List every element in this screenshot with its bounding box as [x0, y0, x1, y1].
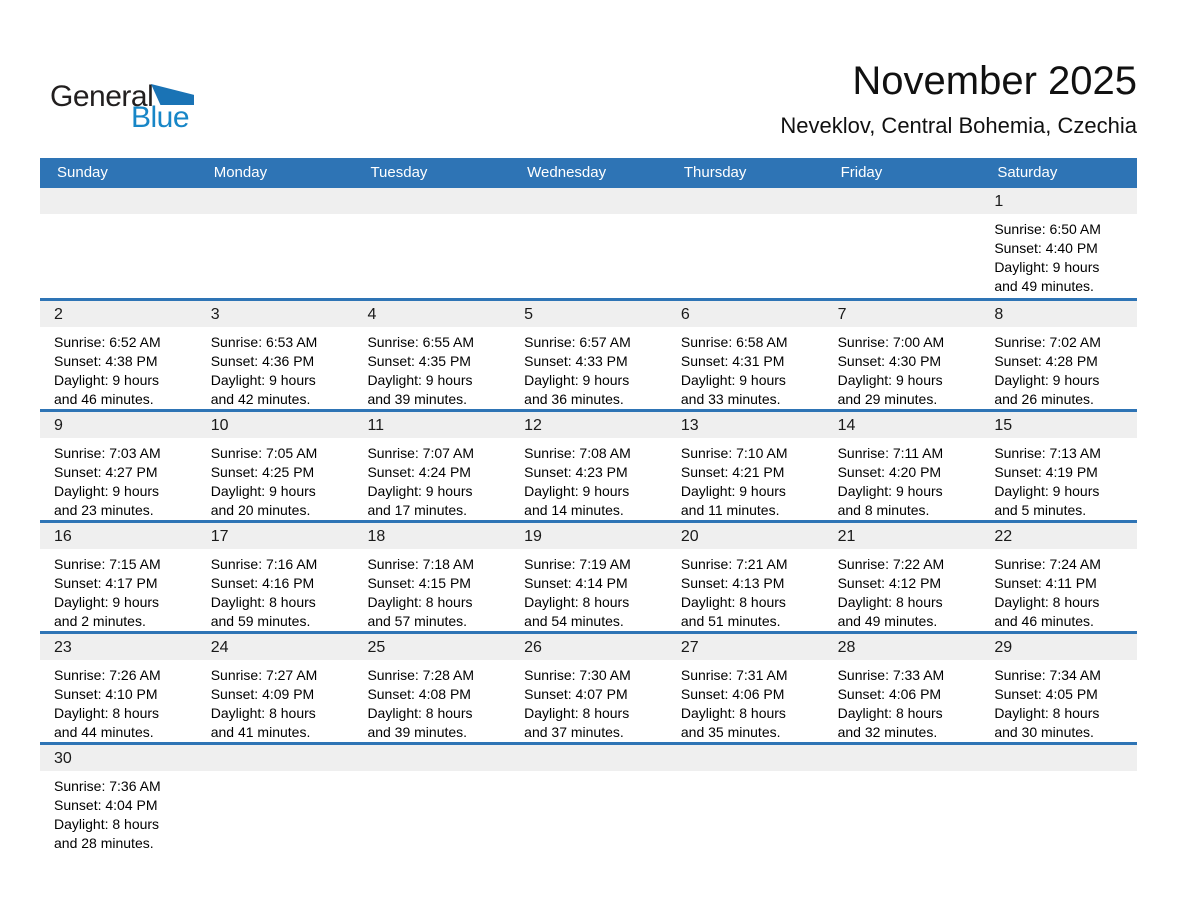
day-cell-empty	[197, 188, 354, 298]
day-number: 14	[824, 412, 981, 438]
day-cell-17	[197, 523, 354, 631]
day-daylight-line2: and 14 minutes.	[524, 502, 624, 518]
day-number: 21	[824, 523, 981, 549]
day-number: 2	[40, 301, 197, 327]
day-sunset: Sunset: 4:11 PM	[994, 575, 1097, 591]
day-details	[980, 327, 1137, 409]
day-daylight-line2: and 11 minutes.	[680, 502, 780, 518]
day-daylight-line1: Daylight: 9 hours	[994, 372, 1100, 388]
day-cell-empty	[510, 745, 667, 853]
day-sunrise: Sunrise: 7:11 AM	[837, 445, 944, 461]
day-details	[40, 438, 197, 520]
day-details	[824, 771, 981, 777]
day-daylight-line2: and 39 minutes.	[367, 724, 468, 740]
week-row	[40, 520, 1137, 631]
day-sunrise: Sunrise: 7:13 AM	[994, 445, 1101, 461]
day-sunset: Sunset: 4:13 PM	[680, 575, 785, 591]
day-cell-9	[40, 412, 197, 520]
day-daylight-line2: and 49 minutes.	[994, 278, 1094, 294]
day-sunrise: Sunrise: 6:55 AM	[367, 334, 475, 350]
day-sunset: Sunset: 4:06 PM	[837, 686, 942, 702]
day-details	[353, 660, 510, 742]
day-number	[40, 188, 197, 214]
day-cell-empty	[667, 745, 824, 853]
day-number: 26	[510, 634, 667, 660]
day-sunset: Sunset: 4:24 PM	[367, 464, 471, 480]
day-number: 24	[197, 634, 354, 660]
day-details	[824, 549, 981, 631]
day-details	[667, 771, 824, 777]
day-details	[353, 214, 510, 220]
day-daylight-line1: Daylight: 9 hours	[367, 483, 473, 499]
day-sunrise: Sunrise: 6:58 AM	[680, 334, 788, 350]
calendar-table	[40, 158, 1137, 853]
day-sunset: Sunset: 4:16 PM	[210, 575, 315, 591]
day-sunrise: Sunrise: 7:07 AM	[367, 445, 475, 461]
day-details	[980, 660, 1137, 742]
day-details	[40, 660, 197, 742]
day-cell-28	[824, 634, 981, 742]
day-daylight-line2: and 26 minutes.	[994, 391, 1094, 407]
day-details	[510, 660, 667, 742]
weekday-header-friday: Friday	[840, 164, 883, 181]
day-sunrise: Sunrise: 7:28 AM	[367, 667, 475, 683]
day-number: 22	[980, 523, 1137, 549]
day-cell-10	[197, 412, 354, 520]
logo-text-general: General	[50, 80, 154, 113]
day-details	[824, 214, 981, 220]
day-sunset: Sunset: 4:28 PM	[994, 353, 1098, 369]
day-cell-27	[667, 634, 824, 742]
day-details	[40, 214, 197, 220]
day-number	[510, 745, 667, 771]
day-daylight-line2: and 36 minutes.	[524, 391, 624, 407]
day-cell-18	[353, 523, 510, 631]
header-titles	[780, 58, 1137, 139]
day-daylight-line2: and 51 minutes.	[680, 613, 781, 629]
day-cell-empty	[980, 745, 1137, 853]
day-details	[980, 438, 1137, 520]
day-number: 17	[197, 523, 354, 549]
day-cell-empty	[353, 745, 510, 853]
day-number: 4	[353, 301, 510, 327]
day-sunset: Sunset: 4:27 PM	[54, 464, 158, 480]
day-number	[824, 188, 981, 214]
week-row	[40, 298, 1137, 409]
day-daylight-line2: and 17 minutes.	[367, 502, 468, 518]
day-details	[197, 660, 354, 742]
day-details	[353, 549, 510, 631]
day-sunset: Sunset: 4:23 PM	[524, 464, 628, 480]
page-title: November 2025	[852, 59, 1137, 103]
day-cell-15	[980, 412, 1137, 520]
day-sunrise: Sunrise: 7:26 AM	[54, 667, 161, 683]
day-number	[980, 745, 1137, 771]
day-cell-19	[510, 523, 667, 631]
day-daylight-line1: Daylight: 9 hours	[524, 372, 630, 388]
day-number: 10	[197, 412, 354, 438]
day-number	[667, 745, 824, 771]
day-sunrise: Sunrise: 7:18 AM	[367, 556, 475, 572]
day-daylight-line1: Daylight: 8 hours	[680, 594, 786, 610]
day-daylight-line1: Daylight: 8 hours	[837, 705, 943, 721]
day-details	[510, 549, 667, 631]
day-sunrise: Sunrise: 7:02 AM	[994, 334, 1101, 350]
day-number: 25	[353, 634, 510, 660]
weekday-header-sunday: Sunday	[57, 164, 108, 181]
day-cell-12	[510, 412, 667, 520]
day-details	[197, 771, 354, 777]
day-sunset: Sunset: 4:35 PM	[367, 353, 471, 369]
day-sunset: Sunset: 4:36 PM	[210, 353, 315, 369]
day-daylight-line1: Daylight: 9 hours	[994, 259, 1100, 275]
day-number: 3	[197, 301, 354, 327]
day-daylight-line2: and 46 minutes.	[54, 391, 154, 407]
weekday-header-row	[40, 158, 1137, 188]
day-sunset: Sunset: 4:14 PM	[524, 575, 628, 591]
day-sunrise: Sunrise: 7:27 AM	[210, 667, 318, 683]
day-daylight-line1: Daylight: 8 hours	[994, 594, 1100, 610]
day-cell-8	[980, 301, 1137, 409]
day-sunrise: Sunrise: 7:16 AM	[210, 556, 318, 572]
day-cell-30	[40, 745, 197, 853]
day-sunset: Sunset: 4:04 PM	[54, 797, 158, 813]
day-daylight-line2: and 32 minutes.	[837, 724, 938, 740]
day-number: 27	[667, 634, 824, 660]
day-number: 30	[40, 745, 197, 771]
day-sunset: Sunset: 4:15 PM	[367, 575, 471, 591]
day-cell-7	[824, 301, 981, 409]
day-cell-4	[353, 301, 510, 409]
day-cell-16	[40, 523, 197, 631]
day-sunset: Sunset: 4:30 PM	[837, 353, 942, 369]
day-number: 20	[667, 523, 824, 549]
day-number: 16	[40, 523, 197, 549]
day-daylight-line1: Daylight: 9 hours	[54, 372, 160, 388]
day-sunrise: Sunrise: 7:00 AM	[837, 334, 945, 350]
day-daylight-line2: and 5 minutes.	[994, 502, 1087, 518]
day-number: 5	[510, 301, 667, 327]
weekday-header-saturday: Saturday	[997, 164, 1058, 181]
day-sunrise: Sunrise: 7:24 AM	[994, 556, 1101, 572]
day-sunrise: Sunrise: 7:19 AM	[524, 556, 631, 572]
day-details	[40, 327, 197, 409]
day-daylight-line1: Daylight: 9 hours	[210, 372, 316, 388]
day-cell-1	[980, 188, 1137, 298]
day-sunset: Sunset: 4:08 PM	[367, 686, 471, 702]
day-cell-20	[667, 523, 824, 631]
day-details	[980, 214, 1137, 296]
day-sunset: Sunset: 4:06 PM	[680, 686, 785, 702]
day-daylight-line2: and 46 minutes.	[994, 613, 1094, 629]
day-daylight-line1: Daylight: 9 hours	[54, 594, 160, 610]
day-number	[353, 188, 510, 214]
day-number: 29	[980, 634, 1137, 660]
day-number	[510, 188, 667, 214]
day-cell-empty	[824, 745, 981, 853]
day-number	[353, 745, 510, 771]
day-details	[667, 327, 824, 409]
day-cell-6	[667, 301, 824, 409]
day-details	[667, 660, 824, 742]
day-daylight-line1: Daylight: 9 hours	[680, 372, 786, 388]
day-sunrise: Sunrise: 7:36 AM	[54, 778, 161, 794]
day-daylight-line1: Daylight: 8 hours	[524, 594, 630, 610]
day-number: 1	[980, 188, 1137, 214]
day-sunset: Sunset: 4:10 PM	[54, 686, 158, 702]
day-sunset: Sunset: 4:38 PM	[54, 353, 158, 369]
day-daylight-line2: and 39 minutes.	[367, 391, 468, 407]
day-daylight-line1: Daylight: 8 hours	[680, 705, 786, 721]
day-daylight-line1: Daylight: 9 hours	[994, 483, 1100, 499]
day-daylight-line1: Daylight: 9 hours	[837, 483, 943, 499]
day-daylight-line1: Daylight: 9 hours	[680, 483, 786, 499]
day-sunrise: Sunrise: 7:10 AM	[680, 445, 788, 461]
day-number: 23	[40, 634, 197, 660]
day-sunrise: Sunrise: 6:53 AM	[210, 334, 318, 350]
logo-text-blue: Blue	[131, 101, 190, 134]
day-number	[197, 745, 354, 771]
weekday-header-tuesday: Tuesday	[370, 164, 428, 181]
week-row	[40, 631, 1137, 742]
day-sunset: Sunset: 4:05 PM	[994, 686, 1098, 702]
day-number: 11	[353, 412, 510, 438]
day-cell-empty	[197, 745, 354, 853]
day-details	[824, 327, 981, 409]
day-daylight-line1: Daylight: 8 hours	[210, 705, 316, 721]
day-daylight-line1: Daylight: 9 hours	[210, 483, 316, 499]
day-sunrise: Sunrise: 7:22 AM	[837, 556, 945, 572]
day-number: 9	[40, 412, 197, 438]
day-daylight-line2: and 29 minutes.	[837, 391, 938, 407]
week-row	[40, 742, 1137, 853]
day-sunset: Sunset: 4:19 PM	[994, 464, 1098, 480]
day-sunset: Sunset: 4:21 PM	[680, 464, 785, 480]
day-number	[197, 188, 354, 214]
day-sunrise: Sunrise: 7:08 AM	[524, 445, 631, 461]
day-details	[667, 214, 824, 220]
day-cell-24	[197, 634, 354, 742]
day-number: 8	[980, 301, 1137, 327]
day-daylight-line1: Daylight: 8 hours	[210, 594, 316, 610]
day-number: 28	[824, 634, 981, 660]
general-blue-logo	[50, 82, 210, 134]
day-sunrise: Sunrise: 6:57 AM	[524, 334, 631, 350]
day-details	[40, 771, 197, 853]
day-daylight-line1: Daylight: 8 hours	[994, 705, 1100, 721]
day-sunset: Sunset: 4:07 PM	[524, 686, 628, 702]
day-cell-empty	[667, 188, 824, 298]
day-details	[197, 327, 354, 409]
day-daylight-line2: and 49 minutes.	[837, 613, 938, 629]
day-cell-5	[510, 301, 667, 409]
day-daylight-line1: Daylight: 8 hours	[524, 705, 630, 721]
day-cell-empty	[353, 188, 510, 298]
day-cell-empty	[40, 188, 197, 298]
day-cell-empty	[824, 188, 981, 298]
day-sunrise: Sunrise: 7:31 AM	[680, 667, 788, 683]
day-number: 12	[510, 412, 667, 438]
day-number: 7	[824, 301, 981, 327]
day-number: 15	[980, 412, 1137, 438]
day-daylight-line1: Daylight: 9 hours	[524, 483, 630, 499]
day-cell-25	[353, 634, 510, 742]
weekday-header-wednesday: Wednesday	[527, 164, 607, 181]
day-daylight-line2: and 37 minutes.	[524, 724, 624, 740]
day-sunrise: Sunrise: 7:05 AM	[210, 445, 318, 461]
location-subtitle: Neveklov, Central Bohemia, Czechia	[780, 113, 1137, 138]
day-details	[980, 549, 1137, 631]
day-daylight-line1: Daylight: 9 hours	[837, 372, 943, 388]
day-daylight-line2: and 28 minutes.	[54, 835, 154, 851]
day-daylight-line1: Daylight: 8 hours	[54, 705, 160, 721]
day-daylight-line2: and 2 minutes.	[54, 613, 146, 629]
week-row	[40, 188, 1137, 298]
day-cell-2	[40, 301, 197, 409]
day-sunrise: Sunrise: 7:30 AM	[524, 667, 631, 683]
day-sunset: Sunset: 4:31 PM	[680, 353, 785, 369]
day-daylight-line2: and 35 minutes.	[680, 724, 781, 740]
day-daylight-line2: and 30 minutes.	[994, 724, 1094, 740]
day-daylight-line2: and 57 minutes.	[367, 613, 468, 629]
day-daylight-line2: and 44 minutes.	[54, 724, 154, 740]
day-daylight-line2: and 20 minutes.	[210, 502, 311, 518]
day-daylight-line2: and 23 minutes.	[54, 502, 154, 518]
day-details	[197, 214, 354, 220]
day-daylight-line1: Daylight: 8 hours	[367, 594, 473, 610]
day-details	[510, 438, 667, 520]
day-daylight-line2: and 33 minutes.	[680, 391, 781, 407]
day-sunrise: Sunrise: 7:34 AM	[994, 667, 1101, 683]
day-details	[40, 549, 197, 631]
day-daylight-line1: Daylight: 8 hours	[367, 705, 473, 721]
day-cell-13	[667, 412, 824, 520]
day-daylight-line2: and 41 minutes.	[210, 724, 311, 740]
day-details	[667, 549, 824, 631]
day-sunset: Sunset: 4:33 PM	[524, 353, 628, 369]
day-sunset: Sunset: 4:25 PM	[210, 464, 315, 480]
day-details	[510, 214, 667, 220]
day-cell-3	[197, 301, 354, 409]
day-sunset: Sunset: 4:12 PM	[837, 575, 942, 591]
day-cell-21	[824, 523, 981, 631]
day-daylight-line1: Daylight: 8 hours	[54, 816, 160, 832]
day-number: 6	[667, 301, 824, 327]
day-daylight-line2: and 8 minutes.	[837, 502, 930, 518]
day-details	[197, 549, 354, 631]
day-sunrise: Sunrise: 7:21 AM	[680, 556, 788, 572]
day-daylight-line1: Daylight: 9 hours	[367, 372, 473, 388]
day-cell-22	[980, 523, 1137, 631]
day-cell-14	[824, 412, 981, 520]
day-sunrise: Sunrise: 7:15 AM	[54, 556, 161, 572]
day-sunset: Sunset: 4:17 PM	[54, 575, 158, 591]
day-details	[197, 438, 354, 520]
day-sunset: Sunset: 4:20 PM	[837, 464, 942, 480]
weekday-header-monday: Monday	[213, 164, 268, 181]
day-details	[353, 771, 510, 777]
day-details	[824, 660, 981, 742]
day-details	[510, 771, 667, 777]
day-sunrise: Sunrise: 7:03 AM	[54, 445, 161, 461]
day-sunrise: Sunrise: 6:52 AM	[54, 334, 161, 350]
day-details	[824, 438, 981, 520]
day-details	[353, 438, 510, 520]
day-number: 18	[353, 523, 510, 549]
day-number: 19	[510, 523, 667, 549]
day-details	[353, 327, 510, 409]
day-details	[510, 327, 667, 409]
day-cell-empty	[510, 188, 667, 298]
day-sunset: Sunset: 4:09 PM	[210, 686, 315, 702]
day-daylight-line1: Daylight: 9 hours	[54, 483, 160, 499]
day-daylight-line2: and 42 minutes.	[210, 391, 311, 407]
day-daylight-line2: and 54 minutes.	[524, 613, 624, 629]
day-cell-23	[40, 634, 197, 742]
day-daylight-line1: Daylight: 8 hours	[837, 594, 943, 610]
weekday-header-thursday: Thursday	[683, 164, 747, 181]
week-row	[40, 409, 1137, 520]
day-details	[667, 438, 824, 520]
day-cell-11	[353, 412, 510, 520]
day-number	[667, 188, 824, 214]
day-cell-26	[510, 634, 667, 742]
day-sunrise: Sunrise: 6:50 AM	[994, 221, 1101, 237]
day-details	[980, 771, 1137, 777]
calendar-weeks	[40, 188, 1137, 853]
day-number: 13	[667, 412, 824, 438]
day-sunrise: Sunrise: 7:33 AM	[837, 667, 945, 683]
day-daylight-line2: and 59 minutes.	[210, 613, 311, 629]
day-number	[824, 745, 981, 771]
day-sunset: Sunset: 4:40 PM	[994, 240, 1098, 256]
day-cell-29	[980, 634, 1137, 742]
